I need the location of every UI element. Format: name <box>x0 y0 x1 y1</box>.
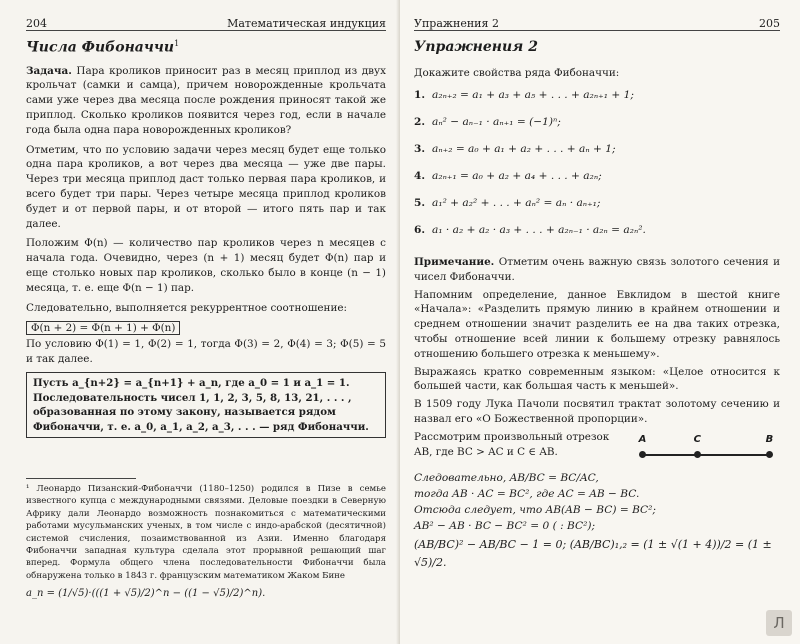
exercise-formula: a₂ₙ₊₁ = a₀ + a₂ + a₄ + . . . + a₂ₙ; <box>432 170 602 182</box>
note-label: Примечание. <box>414 256 495 268</box>
point-b-label: B <box>765 433 774 445</box>
exercise-number: 4. <box>414 170 426 182</box>
point-c-label: C <box>693 433 702 445</box>
paragraph-2: Положим Φ(n) — количество пар кроликов через n месяцев с начала года. Очевидно, через (n + 1) месяц будет Φ(n) пар и еще столько новых пар кроликов, сколько было в конце (n − 1) месяца, т. е. еще Φ(n − 1) пар. <box>26 237 386 294</box>
exercise-number: 5. <box>414 197 426 209</box>
left-running-title: Математическая индукция <box>227 17 386 30</box>
exercise-item <box>414 116 780 143</box>
exercise-item <box>414 143 780 170</box>
paragraph-1: Отметим, что по условию задачи через месяц будет еще только одна пара кроликов, а вот через два месяца — уже две пары. Через три месяца приплод даст только первая пара кроликов, и всего будет три пары. Через четыре месяца приплод кроликов будет и от первой пары, и от второй — итого пять пар и так далее. <box>26 143 386 230</box>
exercise-formula: a₂ₙ₊₂ = a₁ + a₃ + a₅ + . . . + a₂ₙ₊₁ + 1; <box>432 89 634 101</box>
right-running-header <box>414 8 780 31</box>
note-text: Отметим очень важную связь золотого сечения и чисел Фибоначчи. <box>414 256 781 283</box>
exercise-item <box>414 170 780 197</box>
publisher-logo: Л <box>766 610 792 636</box>
left-page-number: 204 <box>26 17 47 30</box>
segment-line <box>642 454 770 456</box>
exercise-number: 2. <box>414 116 426 128</box>
point-a-label: A <box>638 433 647 445</box>
derivation-line-5: (AB/BC)² − AB/BC − 1 = 0; (AB/BC)₁,₂ = (1 ± √(1 + 4))/2 = (1 ± √5)/2. <box>414 537 772 569</box>
exercise-formula: a₁² + a₂² + . . . + aₙ² = aₙ · aₙ₊₁; <box>432 197 601 209</box>
euclid-paragraph: Напомним определение, данное Евклидом в шестой книге «Начала»: «Разделить прямую линию в крайнем отношении и среднем отношении значит разделить ее на два таких отрезка, чтобы отношение всей линии к большему отрезку равнялось отношению большего отрезка к меньшему». <box>414 288 780 360</box>
paragraph-4: По условию Φ(1) = 1, Φ(2) = 1, тогда Φ(3) = 2, Φ(4) = 3; Φ(5) = 5 и так далее. <box>26 338 386 366</box>
exercise-formula: aₙ₊₂ = a₀ + a₁ + a₂ + . . . + aₙ + 1; <box>432 143 616 155</box>
task-label: Задача. <box>26 64 72 77</box>
note-block <box>414 255 780 427</box>
binet-formula: a_n = (1/√5)·(((1 + √5)/2)^n − ((1 − √5)/2)^n). <box>26 588 266 600</box>
point-a-dot <box>639 451 646 458</box>
footnote-text: ¹ Леонардо Пизанский-Фибоначчи (1180–1250) родился в Пизе в семье известного купца с международными связями. Деловые поездки в Северную Африку дали Леонардо возможность познакомиться с математическими работами мусульманских ученых, в том числе с индо-арабской (десятичной) системой счисления, позаимствованной из Азии. Именно благодаря Фибоначчи западная культура сделала этот прорывной решающий шаг вперед. Формула общего члена последовательности Фибоначчи была обнаружена только в 1843 г. французским математиком Жаком Бине <box>26 484 386 581</box>
note-paragraph <box>414 255 780 285</box>
exercise-formula: a₁ · a₂ + a₂ · a₃ + . . . + a₂ₙ₋₁ · a₂ₙ = a₂ₙ². <box>432 224 646 236</box>
exercise-item <box>414 89 780 116</box>
right-page-number: 205 <box>759 17 780 30</box>
footnote-rule <box>26 478 136 479</box>
paragraph-3: Следовательно, выполняется рекуррентное соотношение: <box>26 301 348 314</box>
exercise-item <box>414 197 780 224</box>
section-title-exercises: Упражнения 2 <box>414 39 538 55</box>
segment-diagram <box>636 430 780 470</box>
right-page <box>400 0 800 644</box>
exercises-intro: Докажите свойства ряда Фибоначчи: <box>414 67 620 79</box>
footnote-marker: 1 <box>174 39 180 48</box>
right-running-title: Упражнения 2 <box>414 17 499 30</box>
task-paragraph <box>26 64 386 138</box>
left-running-header <box>26 8 386 31</box>
exercise-list <box>414 89 780 251</box>
derivation-line-3: Отсюда следует, что AB(AB − BC) = BC²; <box>414 503 656 516</box>
pacioli-paragraph: В 1509 году Лука Пачоли посвятил трактат золотому сечению и назвал его «О Божественной пропорции». <box>414 398 780 425</box>
derivation-line-4: AB² − AB · BC − BC² = 0 ( : BC²); <box>414 519 596 532</box>
derivation-line-1: Следовательно, AB/BC = BC/AC, <box>414 471 599 484</box>
section-title-fibonacci: Числа Фибоначчи$^1$ <box>26 39 180 56</box>
definition-frame: Пусть a_{n+2} = a_{n+1} + a_n, где a_0 = 1 и a_1 = 1. Последовательность чисел 1, 1, 2, 3, 5, 8, 13, 21, . . . , образованная по этому закону, называется рядом Фибоначчи, т. е. a_0, a_1, a_2, a_3, . . . — ряд Фибоначчи. <box>26 372 386 438</box>
recurrence-formula: Φ(n + 2) = Φ(n + 1) + Φ(n) <box>26 321 180 335</box>
segment-block <box>414 430 780 470</box>
segment-text: Рассмотрим произвольный отрезок AB, где BC > AC и C ∈ AB. <box>414 430 610 458</box>
exercise-formula: aₙ² − aₙ₋₁ · aₙ₊₁ = (−1)ⁿ; <box>432 116 561 128</box>
exercise-item <box>414 224 780 251</box>
modern-paragraph: Выражаясь кратко современным языком: «Целое относится к большей части, как большая часть к меньшей». <box>414 365 780 393</box>
exercise-number: 1. <box>414 89 426 101</box>
task-text: Пара кроликов приносит раз в месяц приплод из двух крольчат (самки и самца), причем новорожденные крольчата сами уже через два месяца после рождения приносят такой же приплод. Сколько кроликов появится через год, если в начале года была одна пара новорожденных кроликов? <box>26 64 386 136</box>
point-b-dot <box>766 451 773 458</box>
point-c-dot <box>694 451 701 458</box>
exercise-number: 6. <box>414 224 426 236</box>
derivation-line-2: тогда AB · AC = BC², где AC = AB − BC. <box>414 487 640 500</box>
exercise-number: 3. <box>414 143 426 155</box>
